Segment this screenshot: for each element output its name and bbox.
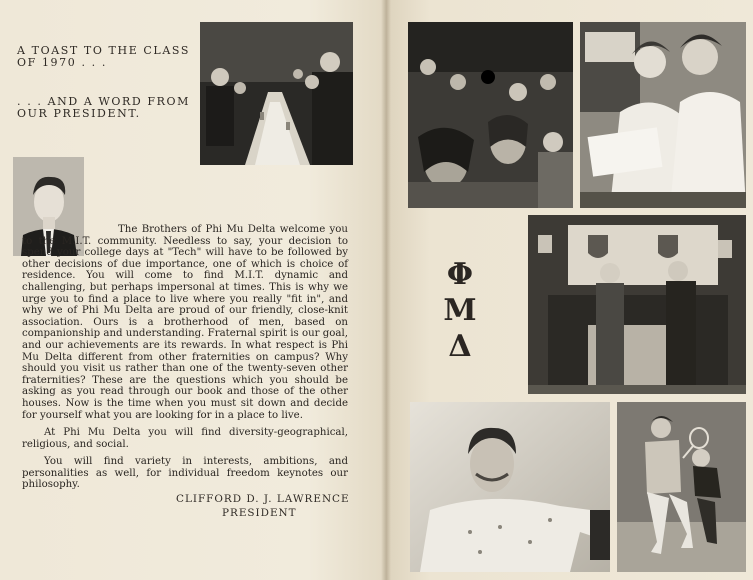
studying-photo [580, 22, 746, 208]
party-crowd-photo [408, 22, 573, 208]
president-heading: . . . AND A WORD FROM OUR PRESIDENT. [17, 95, 191, 120]
greek-letter-delta: Δ [448, 329, 472, 364]
president-letter [22, 224, 348, 497]
fireplace-photo [528, 215, 746, 394]
banquet-photo [200, 22, 353, 165]
signature-block [176, 492, 356, 520]
letter-paragraph-3: You will find variety in interests, ambitions, and personalities as well, for individual freedom keynotes our philosophy. [22, 456, 348, 491]
signature-name: CLIFFORD D. J. LAWRENCE [176, 493, 350, 505]
greek-letters [440, 257, 480, 365]
toast-heading: A TOAST TO THE CLASS OF 1970 . . . [17, 44, 190, 69]
squash-photo [617, 402, 746, 572]
greek-letter-mu: M [443, 293, 477, 328]
smiling-brother-photo [410, 402, 610, 572]
greek-letter-phi: Φ [446, 257, 474, 292]
signature-title: PRESIDENT [222, 507, 297, 519]
letter-paragraph-1: The Brothers of Phi Mu Delta welcome you to the M.I.T. community. Needless to say, your decision to spend your college days at "Tech" will have to be followed by other decisions of due importance, one of which is choice of residence. You will come to find M.I.T. dynamic and challenging, but perhaps impersonal at times. This is why we urge you to find a place to live where you really "fit in", and why we of Phi Mu Delta are proud of our friendly, close-knit association. Ours is a brotherhood of men, based on companionship and understanding. Fraternal spirit is our goal, and our achievements are its rewards. In what respect is Phi Mu Delta different from other fraternities on campus? Why should you visit us rather than one of the twenty-seven other fraternities? These are the questions which you should be asking as you read through our book and those of the other houses. Now is the time when you must sit down and decide for yourself what you are looking for in a place to live. [22, 224, 349, 421]
page-gutter [381, 0, 391, 580]
letter-paragraph-2: At Phi Mu Delta you will find diversity-geographical, religious, and social. [22, 427, 348, 450]
